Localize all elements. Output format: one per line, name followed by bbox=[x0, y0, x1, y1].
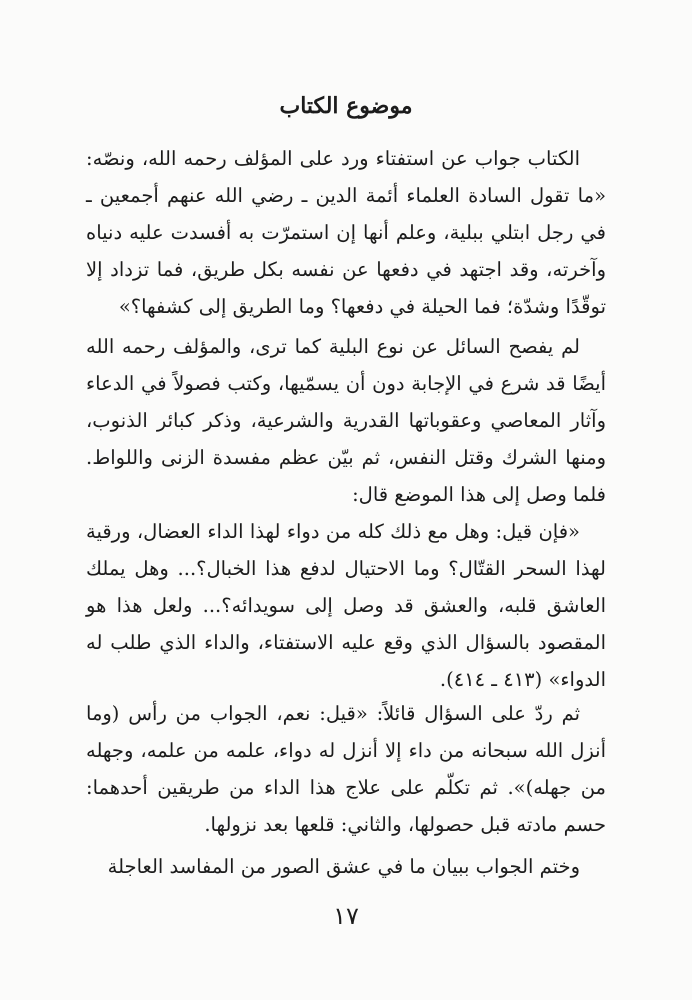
page-number: ١٧ bbox=[333, 902, 359, 930]
paragraph-fatwa-question: الكتاب جواب عن استفتاء ورد على المؤلف رحمه الله، ونصّه: «ما تقول السادة العلماء أئمة الدين ـ رضي الله عنهم أجمعين ـ في رجل ابتلي ببلية، وعلم أنها إن استمرّت به أفسدت عليه دنياه وآخرته، وقد اجتهد في دفعها عن نفسه بكل طريق، فما تزداد إلا توقّدًا وشدّة؛ فما الحيلة في دفعها؟ وما الطريق إلى كشفها؟» bbox=[86, 147, 606, 318]
paragraph-answer-quote: ثم ردّ على السؤال قائلاً: «قيل: نعم، الجواب من رأس (وما أنزل الله سبحانه من داء إلا أنزل له دواء، علمه من علمه، وجهله من جهله)». ثم تكلّم على علاج هذا الداء من طريقين أحدهما: حسم مادته قبل حصولها، والثاني: قلعها بعد نزولها. bbox=[86, 702, 606, 836]
paragraph-author-answer-intro: لم يفصح السائل عن نوع البلية كما ترى، والمؤلف رحمه الله أيضًا قد شرع في الإجابة دون أن يسمّيها، وكتب فصولاً في الدعاء وآثار المعاصي وعقوباتها القدرية والشرعية، وذكر كبائر الذنوب، ومنها الشرك وقتل النفس، ثم بيّن عظم مفسدة الزنى واللواط. فلما وصل إلى هذا الموضع قال: bbox=[86, 335, 606, 506]
page-title: موضوع الكتاب bbox=[279, 93, 413, 119]
paragraph-quoted-question: «فإن قيل: وهل مع ذلك كله من دواء لهذا الداء العضال، ورقية لهذا السحر القتّال؟ وما الاحتيال لدفع هذا الخبال؟... وهل يملك العاشق قلبه، والعشق قد وصل إلى سويدائه؟... ولعل هذا هو المقصود بالسؤال الذي وقع عليه الاستفتاء، والداء الذي طلب له الدواء» (٤١٣ ـ ٤١٤). bbox=[86, 520, 606, 691]
paragraph-conclusion-start: وختم الجواب ببيان ما في عشق الصور من المفاسد العاجلة bbox=[107, 855, 580, 878]
